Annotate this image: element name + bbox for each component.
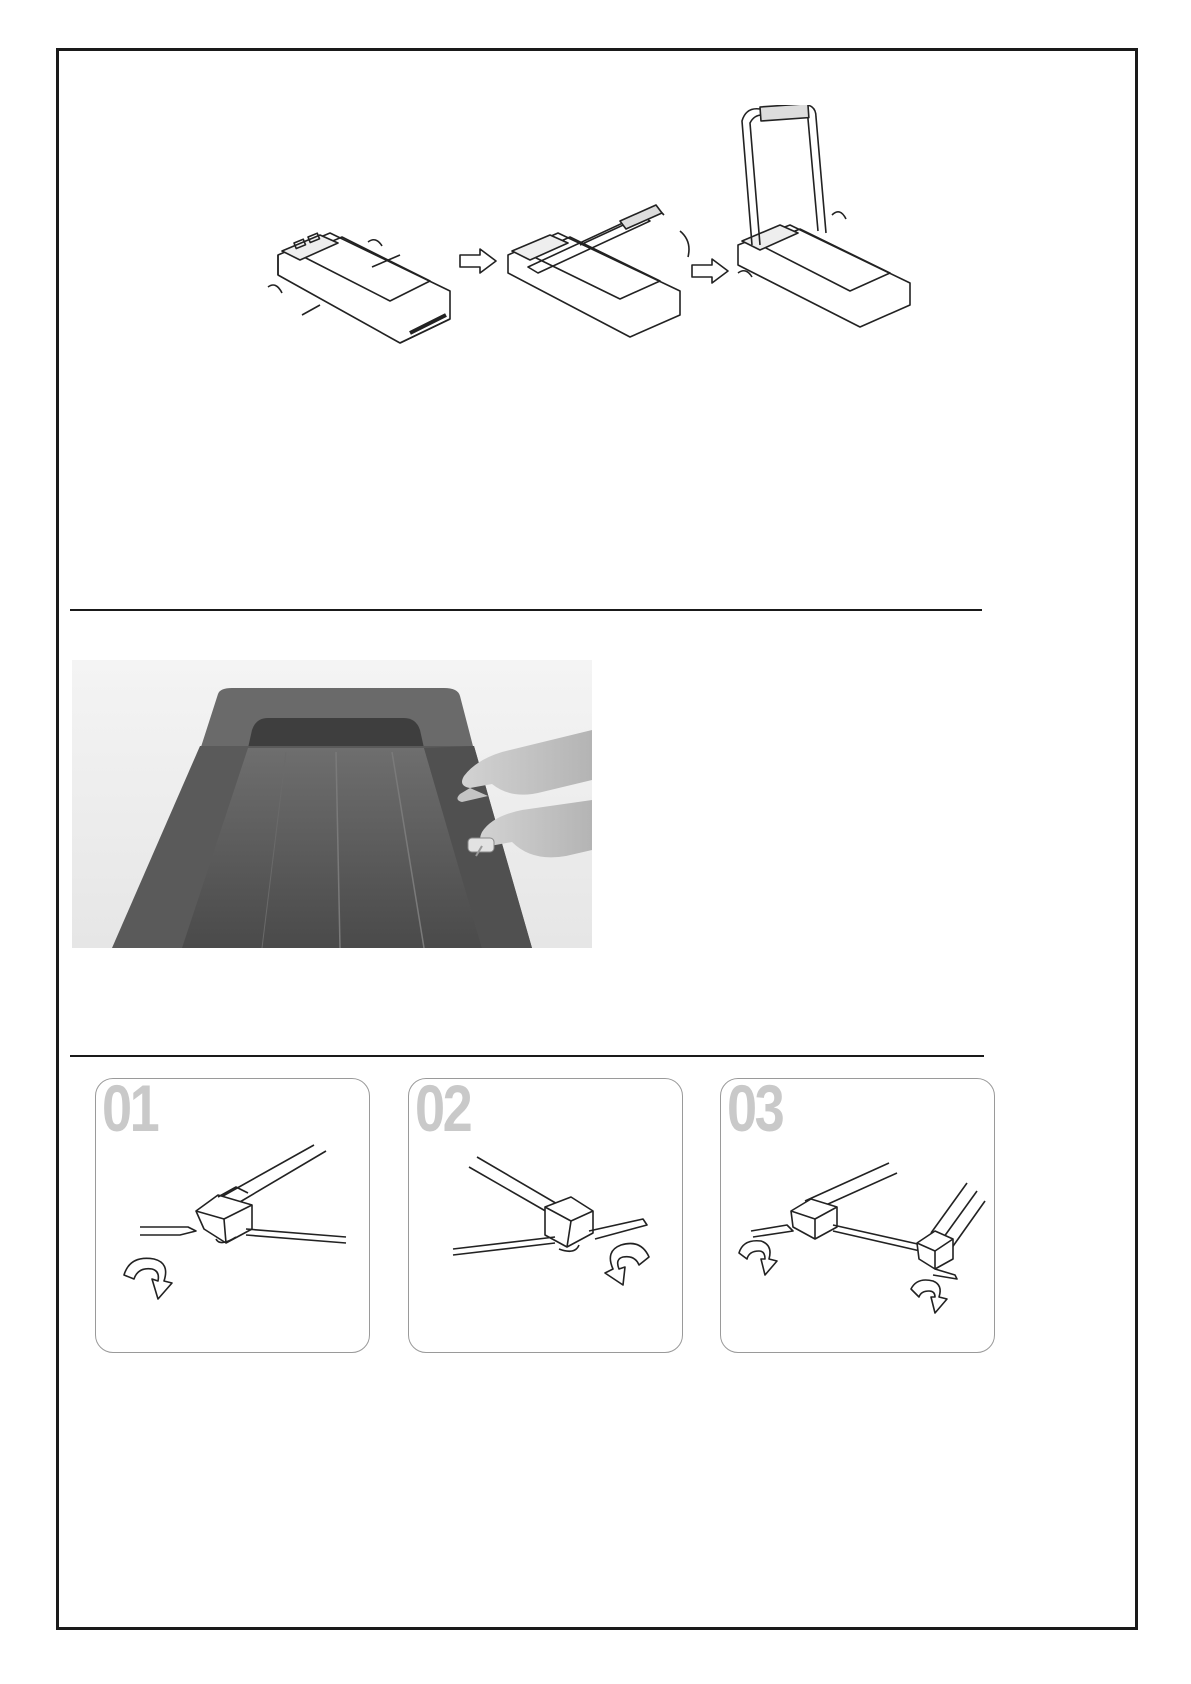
step-number: 01 [102, 1078, 158, 1145]
step-number: 03 [727, 1078, 783, 1145]
rotate-counterclockwise-icon [605, 1244, 649, 1286]
treadmill-half-unfolded-icon [508, 205, 689, 337]
treadmill-unfolded-icon [738, 105, 910, 327]
arrow-right-icon [460, 249, 496, 273]
rotate-clockwise-icon [739, 1241, 777, 1275]
step-panel-01 [95, 1078, 370, 1353]
both-bolts-tightening-illustration [721, 1079, 995, 1353]
treadmill-folded-icon [268, 233, 450, 343]
section-divider [70, 1055, 984, 1057]
bolt-wrench-counterclockwise-illustration [409, 1079, 683, 1353]
rotate-clockwise-icon [911, 1280, 947, 1313]
bolt-wrench-clockwise-illustration [96, 1079, 370, 1353]
rotate-clockwise-icon [124, 1258, 172, 1299]
step-number: 02 [415, 1078, 471, 1145]
arrow-right-icon [692, 259, 728, 283]
treadmill-unfold-illustration [260, 105, 980, 365]
belt-adjustment-photo [72, 660, 592, 948]
step-panel-02 [408, 1078, 683, 1353]
section-divider [70, 609, 982, 611]
step-panel-03 [720, 1078, 995, 1353]
